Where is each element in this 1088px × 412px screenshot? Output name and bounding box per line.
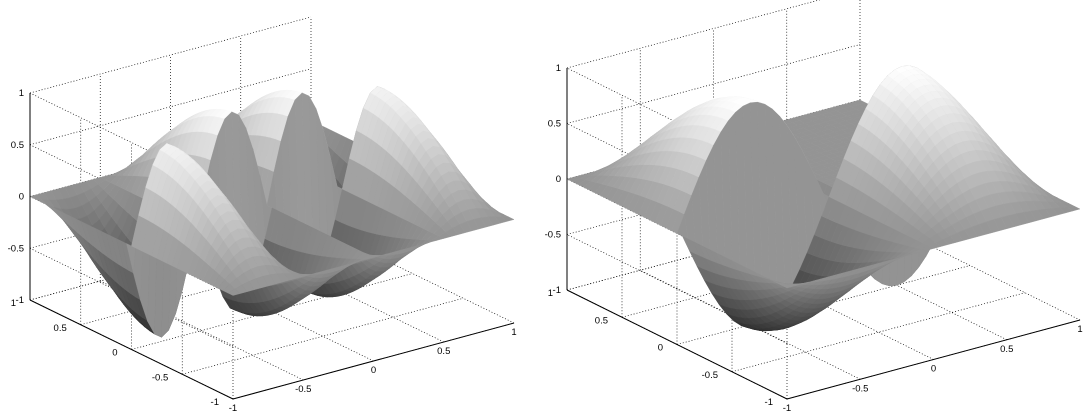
- z-tick-label: -0.5: [544, 229, 561, 241]
- y-tick-label: -0.5: [151, 372, 169, 384]
- z-tick-label: 1: [18, 88, 24, 99]
- y-tick-label: -1: [764, 397, 773, 408]
- y-tick-label: 0.5: [53, 322, 67, 334]
- y-tick-label: -0.5: [701, 369, 718, 381]
- surface-plot-right: [545, 0, 1083, 412]
- z-tick-label: -0.5: [7, 243, 24, 255]
- y-tick-label: 0: [657, 342, 663, 354]
- z-tick-label: 0: [555, 174, 561, 185]
- surface-mesh: [567, 66, 1080, 331]
- z-tick-label: 1: [555, 63, 561, 74]
- surface-mesh: [30, 86, 517, 338]
- x-tick-label: 0.5: [437, 346, 451, 357]
- z-tick-label: 0.5: [10, 139, 24, 151]
- x-tick-label: -1: [228, 403, 238, 412]
- x-tick-label: 1: [1077, 324, 1083, 335]
- x-tick-label: 0: [370, 365, 377, 376]
- y-tick-label: 1: [10, 298, 16, 309]
- x-tick-label: -1: [782, 403, 792, 412]
- y-axis-line: [30, 300, 233, 399]
- z-tick-label: 0: [18, 191, 24, 203]
- x-axis-line: [233, 323, 517, 399]
- z-tick-label: -1: [552, 285, 561, 296]
- z-tick-label: 0.5: [547, 118, 561, 130]
- x-tick-label: -0.5: [852, 383, 869, 395]
- x-tick-label: -0.5: [295, 384, 312, 395]
- y-tick-label: 1: [547, 288, 553, 299]
- surface-plot-left: [8, 17, 517, 412]
- z-tick-label: -1: [15, 295, 24, 306]
- y-tick-label: 0: [112, 347, 118, 359]
- x-tick-label: 0: [930, 363, 937, 375]
- x-tick-label: 1: [511, 327, 517, 338]
- x-tick-label: 0.5: [1000, 343, 1014, 355]
- y-tick-label: 0.5: [594, 315, 608, 327]
- y-tick-label: -1: [210, 397, 219, 408]
- x-axis-line: [787, 320, 1083, 399]
